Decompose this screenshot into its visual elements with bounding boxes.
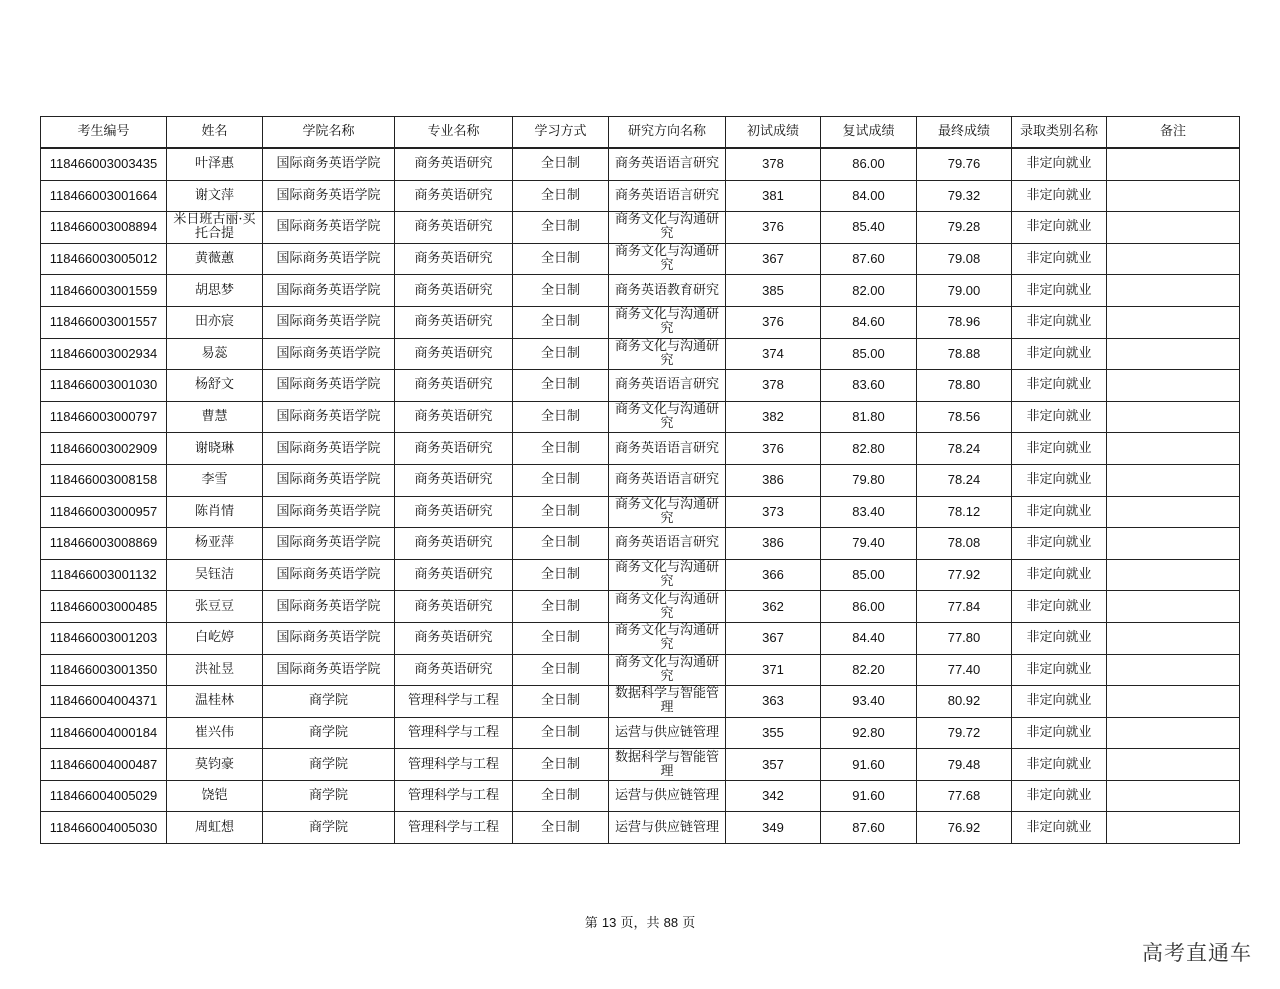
- table-cell: 367: [726, 243, 821, 275]
- table-cell: 77.68: [917, 780, 1012, 812]
- table-cell: 饶铠: [167, 780, 263, 812]
- table-cell: [1107, 686, 1240, 718]
- table-cell: [1107, 148, 1240, 180]
- table-cell: 国际商务英语学院: [263, 212, 395, 244]
- table-cell: 全日制: [513, 212, 609, 244]
- table-cell: 118466003001350: [41, 654, 167, 686]
- table-row: [41, 496, 1240, 528]
- table-cell: 商务英语语言研究: [609, 180, 726, 212]
- table-cell: 国际商务英语学院: [263, 401, 395, 433]
- watermark-text: 高考直通车: [1142, 941, 1252, 965]
- table-row: [41, 559, 1240, 591]
- table-cell: 85.40: [821, 212, 917, 244]
- table-cell: 运营与供应链管理: [609, 812, 726, 844]
- total-page-number: 88: [663, 915, 679, 930]
- table-cell: 79.76: [917, 148, 1012, 180]
- table-cell: 非定向就业: [1012, 433, 1107, 465]
- table-cell: 78.12: [917, 496, 1012, 528]
- table-cell: 376: [726, 306, 821, 338]
- table-cell: 77.92: [917, 559, 1012, 591]
- table-cell: 杨亚萍: [167, 528, 263, 560]
- table-cell: 118466003001132: [41, 559, 167, 591]
- table-cell: 366: [726, 559, 821, 591]
- table-cell: 叶泽惠: [167, 148, 263, 180]
- table-cell: 曹慧: [167, 401, 263, 433]
- table-cell: 367: [726, 622, 821, 654]
- table-cell: [1107, 338, 1240, 370]
- table-row: [41, 812, 1240, 844]
- table-cell: 371: [726, 654, 821, 686]
- table-cell: 国际商务英语学院: [263, 654, 395, 686]
- table-cell: 国际商务英语学院: [263, 275, 395, 307]
- table-cell: [1107, 780, 1240, 812]
- table-cell: 非定向就业: [1012, 370, 1107, 402]
- table-cell: 洪祉昱: [167, 654, 263, 686]
- table-cell: 全日制: [513, 496, 609, 528]
- table-cell: 商学院: [263, 686, 395, 718]
- table-row: [41, 306, 1240, 338]
- table-cell: [1107, 591, 1240, 623]
- table-cell: 118466003008158: [41, 464, 167, 496]
- table-cell: 商务文化与沟通研究: [609, 306, 726, 338]
- table-cell: 118466003003435: [41, 148, 167, 180]
- table-cell: [1107, 717, 1240, 749]
- table-cell: 84.60: [821, 306, 917, 338]
- table-cell: 全日制: [513, 780, 609, 812]
- table-cell: 342: [726, 780, 821, 812]
- table-cell: 谢文萍: [167, 180, 263, 212]
- table-cell: 国际商务英语学院: [263, 433, 395, 465]
- table-body: [41, 148, 1240, 844]
- table-cell: 79.32: [917, 180, 1012, 212]
- table-cell: 118466003001557: [41, 306, 167, 338]
- table-cell: 78.56: [917, 401, 1012, 433]
- column-header: 姓名: [167, 117, 263, 149]
- table-cell: 莫钧豪: [167, 749, 263, 781]
- table-cell: 谢晓琳: [167, 433, 263, 465]
- table-cell: 非定向就业: [1012, 275, 1107, 307]
- table-cell: 79.28: [917, 212, 1012, 244]
- table-cell: 非定向就业: [1012, 401, 1107, 433]
- table-cell: 374: [726, 338, 821, 370]
- table-cell: [1107, 306, 1240, 338]
- table-cell: 非定向就业: [1012, 559, 1107, 591]
- table-cell: 86.00: [821, 591, 917, 623]
- table-cell: 商务文化与沟通研究: [609, 401, 726, 433]
- table-cell: 非定向就业: [1012, 306, 1107, 338]
- table-cell: 白屹婷: [167, 622, 263, 654]
- table-cell: 381: [726, 180, 821, 212]
- table-cell: 79.72: [917, 717, 1012, 749]
- table-cell: 357: [726, 749, 821, 781]
- current-page-number: 13: [601, 915, 617, 930]
- table-cell: 商学院: [263, 812, 395, 844]
- table-cell: 118466003001664: [41, 180, 167, 212]
- table-cell: 国际商务英语学院: [263, 148, 395, 180]
- table-cell: 79.00: [917, 275, 1012, 307]
- table-cell: 全日制: [513, 749, 609, 781]
- column-header: 录取类别名称: [1012, 117, 1107, 149]
- column-header: 复试成绩: [821, 117, 917, 149]
- table-cell: 商务英语研究: [395, 464, 513, 496]
- footer-suffix: 页: [682, 916, 696, 931]
- table-cell: 79.80: [821, 464, 917, 496]
- table-cell: 386: [726, 464, 821, 496]
- table-cell: 84.40: [821, 622, 917, 654]
- table-cell: 商务英语研究: [395, 370, 513, 402]
- column-header: 初试成绩: [726, 117, 821, 149]
- table-cell: 商务英语研究: [395, 401, 513, 433]
- table-cell: 85.00: [821, 559, 917, 591]
- table-cell: 118466003001203: [41, 622, 167, 654]
- table-cell: 全日制: [513, 528, 609, 560]
- table-cell: 全日制: [513, 812, 609, 844]
- table-cell: 118466003000957: [41, 496, 167, 528]
- table-cell: [1107, 528, 1240, 560]
- table-cell: [1107, 749, 1240, 781]
- table-row: [41, 275, 1240, 307]
- table-cell: 周虹想: [167, 812, 263, 844]
- table-cell: 田亦宸: [167, 306, 263, 338]
- table-cell: 118466003002909: [41, 433, 167, 465]
- table-cell: 国际商务英语学院: [263, 306, 395, 338]
- admission-table: [40, 116, 1240, 844]
- table-cell: 118466004005029: [41, 780, 167, 812]
- admission-sheet: [40, 116, 1240, 844]
- table-cell: 米日班古丽·买托合提: [167, 212, 263, 244]
- table-cell: 86.00: [821, 148, 917, 180]
- table-cell: 数据科学与智能管理: [609, 686, 726, 718]
- table-cell: 118466003008894: [41, 212, 167, 244]
- table-cell: 商务英语教育研究: [609, 275, 726, 307]
- table-cell: 87.60: [821, 812, 917, 844]
- table-cell: 全日制: [513, 275, 609, 307]
- table-row: [41, 780, 1240, 812]
- table-cell: 80.92: [917, 686, 1012, 718]
- table-cell: 管理科学与工程: [395, 812, 513, 844]
- table-cell: 全日制: [513, 401, 609, 433]
- table-cell: 国际商务英语学院: [263, 591, 395, 623]
- table-cell: 国际商务英语学院: [263, 528, 395, 560]
- table-cell: 92.80: [821, 717, 917, 749]
- table-cell: 87.60: [821, 243, 917, 275]
- table-cell: 118466003008869: [41, 528, 167, 560]
- table-cell: 386: [726, 528, 821, 560]
- footer-prefix: 第: [584, 916, 598, 931]
- table-cell: 非定向就业: [1012, 686, 1107, 718]
- table-cell: 全日制: [513, 338, 609, 370]
- table-cell: 363: [726, 686, 821, 718]
- table-cell: 商务英语语言研究: [609, 528, 726, 560]
- table-cell: 非定向就业: [1012, 528, 1107, 560]
- table-cell: 商学院: [263, 717, 395, 749]
- column-header: 最终成绩: [917, 117, 1012, 149]
- table-cell: [1107, 243, 1240, 275]
- table-cell: 全日制: [513, 686, 609, 718]
- table-cell: 85.00: [821, 338, 917, 370]
- table-cell: 118466004005030: [41, 812, 167, 844]
- table-cell: 382: [726, 401, 821, 433]
- table-cell: 国际商务英语学院: [263, 464, 395, 496]
- table-cell: 91.60: [821, 749, 917, 781]
- table-cell: 商务文化与沟通研究: [609, 591, 726, 623]
- table-cell: 商务英语研究: [395, 148, 513, 180]
- table-cell: [1107, 433, 1240, 465]
- table-cell: 76.92: [917, 812, 1012, 844]
- table-cell: [1107, 464, 1240, 496]
- table-cell: 非定向就业: [1012, 212, 1107, 244]
- table-row: [41, 528, 1240, 560]
- table-cell: [1107, 212, 1240, 244]
- table-cell: 李雪: [167, 464, 263, 496]
- table-cell: 商务文化与沟通研究: [609, 654, 726, 686]
- table-cell: 非定向就业: [1012, 812, 1107, 844]
- table-cell: 吴钰洁: [167, 559, 263, 591]
- table-cell: 商务文化与沟通研究: [609, 338, 726, 370]
- table-cell: 78.08: [917, 528, 1012, 560]
- table-cell: 商务英语研究: [395, 591, 513, 623]
- table-header-row: [41, 117, 1240, 149]
- table-cell: 商学院: [263, 780, 395, 812]
- table-cell: 79.08: [917, 243, 1012, 275]
- table-cell: 非定向就业: [1012, 338, 1107, 370]
- table-cell: 商务英语研究: [395, 654, 513, 686]
- table-cell: 非定向就业: [1012, 717, 1107, 749]
- table-cell: 全日制: [513, 243, 609, 275]
- table-row: [41, 401, 1240, 433]
- table-cell: 国际商务英语学院: [263, 496, 395, 528]
- table-row: [41, 591, 1240, 623]
- table-cell: 商务文化与沟通研究: [609, 243, 726, 275]
- table-cell: 管理科学与工程: [395, 717, 513, 749]
- table-cell: 非定向就业: [1012, 622, 1107, 654]
- table-cell: 385: [726, 275, 821, 307]
- table-cell: 商务文化与沟通研究: [609, 212, 726, 244]
- table-cell: 78.80: [917, 370, 1012, 402]
- table-cell: 管理科学与工程: [395, 686, 513, 718]
- table-cell: 商务英语语言研究: [609, 148, 726, 180]
- table-cell: 82.80: [821, 433, 917, 465]
- table-cell: 非定向就业: [1012, 180, 1107, 212]
- table-row: [41, 370, 1240, 402]
- table-cell: 118466003005012: [41, 243, 167, 275]
- table-cell: 非定向就业: [1012, 148, 1107, 180]
- table-cell: 商务英语语言研究: [609, 433, 726, 465]
- table-cell: [1107, 401, 1240, 433]
- table-cell: [1107, 559, 1240, 591]
- table-cell: 118466004000184: [41, 717, 167, 749]
- table-cell: 商务英语研究: [395, 622, 513, 654]
- column-header: 专业名称: [395, 117, 513, 149]
- table-cell: 362: [726, 591, 821, 623]
- table-cell: 118466004000487: [41, 749, 167, 781]
- table-row: [41, 212, 1240, 244]
- table-cell: 数据科学与智能管理: [609, 749, 726, 781]
- table-cell: 118466003000485: [41, 591, 167, 623]
- table-cell: 全日制: [513, 464, 609, 496]
- table-cell: 杨舒文: [167, 370, 263, 402]
- table-cell: 商务英语研究: [395, 559, 513, 591]
- table-cell: 82.00: [821, 275, 917, 307]
- table-row: [41, 686, 1240, 718]
- table-cell: 83.40: [821, 496, 917, 528]
- table-cell: 376: [726, 433, 821, 465]
- table-cell: [1107, 180, 1240, 212]
- table-cell: 全日制: [513, 433, 609, 465]
- column-header: 备注: [1107, 117, 1240, 149]
- table-cell: 全日制: [513, 148, 609, 180]
- table-cell: 78.88: [917, 338, 1012, 370]
- table-cell: 运营与供应链管理: [609, 717, 726, 749]
- table-cell: 黄薇蕙: [167, 243, 263, 275]
- table-cell: 商务英语研究: [395, 306, 513, 338]
- table-row: [41, 180, 1240, 212]
- table-cell: 运营与供应链管理: [609, 780, 726, 812]
- table-cell: 355: [726, 717, 821, 749]
- page-footer: [0, 912, 1280, 931]
- table-cell: 商务英语语言研究: [609, 464, 726, 496]
- table-cell: 管理科学与工程: [395, 780, 513, 812]
- table-cell: 77.84: [917, 591, 1012, 623]
- table-cell: [1107, 370, 1240, 402]
- table-cell: 非定向就业: [1012, 780, 1107, 812]
- table-cell: 陈肖情: [167, 496, 263, 528]
- table-cell: 非定向就业: [1012, 464, 1107, 496]
- table-row: [41, 749, 1240, 781]
- table-cell: 商务英语语言研究: [609, 370, 726, 402]
- table-row: [41, 243, 1240, 275]
- table-cell: 非定向就业: [1012, 243, 1107, 275]
- table-cell: 93.40: [821, 686, 917, 718]
- table-cell: 全日制: [513, 306, 609, 338]
- table-cell: 373: [726, 496, 821, 528]
- table-cell: 376: [726, 212, 821, 244]
- table-cell: 78.24: [917, 433, 1012, 465]
- table-cell: 79.40: [821, 528, 917, 560]
- table-cell: 国际商务英语学院: [263, 622, 395, 654]
- table-cell: 全日制: [513, 717, 609, 749]
- table-cell: 79.48: [917, 749, 1012, 781]
- table-row: [41, 148, 1240, 180]
- table-cell: 84.00: [821, 180, 917, 212]
- table-cell: 118466004004371: [41, 686, 167, 718]
- column-header: 学习方式: [513, 117, 609, 149]
- column-header: 学院名称: [263, 117, 395, 149]
- table-cell: 118466003001030: [41, 370, 167, 402]
- table-cell: 378: [726, 148, 821, 180]
- table-cell: 81.80: [821, 401, 917, 433]
- table-cell: [1107, 496, 1240, 528]
- table-row: [41, 464, 1240, 496]
- table-cell: 商务文化与沟通研究: [609, 496, 726, 528]
- table-cell: 83.60: [821, 370, 917, 402]
- table-cell: 378: [726, 370, 821, 402]
- table-cell: [1107, 275, 1240, 307]
- table-cell: 商务英语研究: [395, 275, 513, 307]
- table-cell: 118466003001559: [41, 275, 167, 307]
- table-cell: 商务文化与沟通研究: [609, 622, 726, 654]
- table-cell: 全日制: [513, 622, 609, 654]
- table-cell: 商务文化与沟通研究: [609, 559, 726, 591]
- table-cell: 非定向就业: [1012, 591, 1107, 623]
- table-cell: 国际商务英语学院: [263, 180, 395, 212]
- table-cell: 国际商务英语学院: [263, 559, 395, 591]
- table-cell: 77.80: [917, 622, 1012, 654]
- table-cell: 82.20: [821, 654, 917, 686]
- table-cell: 78.96: [917, 306, 1012, 338]
- table-cell: 商务英语研究: [395, 496, 513, 528]
- table-cell: 商务英语研究: [395, 180, 513, 212]
- table-row: [41, 654, 1240, 686]
- table-cell: 温桂林: [167, 686, 263, 718]
- table-cell: 全日制: [513, 559, 609, 591]
- table-cell: 商务英语研究: [395, 243, 513, 275]
- table-cell: [1107, 812, 1240, 844]
- table-cell: 非定向就业: [1012, 749, 1107, 781]
- table-cell: 全日制: [513, 591, 609, 623]
- table-cell: 商务英语研究: [395, 528, 513, 560]
- table-row: [41, 433, 1240, 465]
- table-cell: 全日制: [513, 180, 609, 212]
- table-cell: 商学院: [263, 749, 395, 781]
- table-cell: 商务英语研究: [395, 212, 513, 244]
- table-cell: 崔兴伟: [167, 717, 263, 749]
- footer-middle: 页，共: [620, 916, 660, 931]
- table-row: [41, 338, 1240, 370]
- table-cell: 349: [726, 812, 821, 844]
- table-cell: 国际商务英语学院: [263, 243, 395, 275]
- table-cell: 商务英语研究: [395, 338, 513, 370]
- table-cell: 非定向就业: [1012, 496, 1107, 528]
- table-cell: 国际商务英语学院: [263, 370, 395, 402]
- table-cell: 118466003002934: [41, 338, 167, 370]
- table-cell: 商务英语研究: [395, 433, 513, 465]
- table-row: [41, 622, 1240, 654]
- table-cell: [1107, 622, 1240, 654]
- table-cell: 全日制: [513, 370, 609, 402]
- column-header: 研究方向名称: [609, 117, 726, 149]
- table-row: [41, 717, 1240, 749]
- table-cell: 118466003000797: [41, 401, 167, 433]
- table-cell: 管理科学与工程: [395, 749, 513, 781]
- table-cell: 全日制: [513, 654, 609, 686]
- table-cell: 非定向就业: [1012, 654, 1107, 686]
- table-cell: 91.60: [821, 780, 917, 812]
- table-cell: 78.24: [917, 464, 1012, 496]
- table-cell: 国际商务英语学院: [263, 338, 395, 370]
- table-cell: 77.40: [917, 654, 1012, 686]
- column-header: 考生编号: [41, 117, 167, 149]
- table-cell: [1107, 654, 1240, 686]
- table-cell: 易蕊: [167, 338, 263, 370]
- table-cell: 胡思梦: [167, 275, 263, 307]
- table-cell: 张豆豆: [167, 591, 263, 623]
